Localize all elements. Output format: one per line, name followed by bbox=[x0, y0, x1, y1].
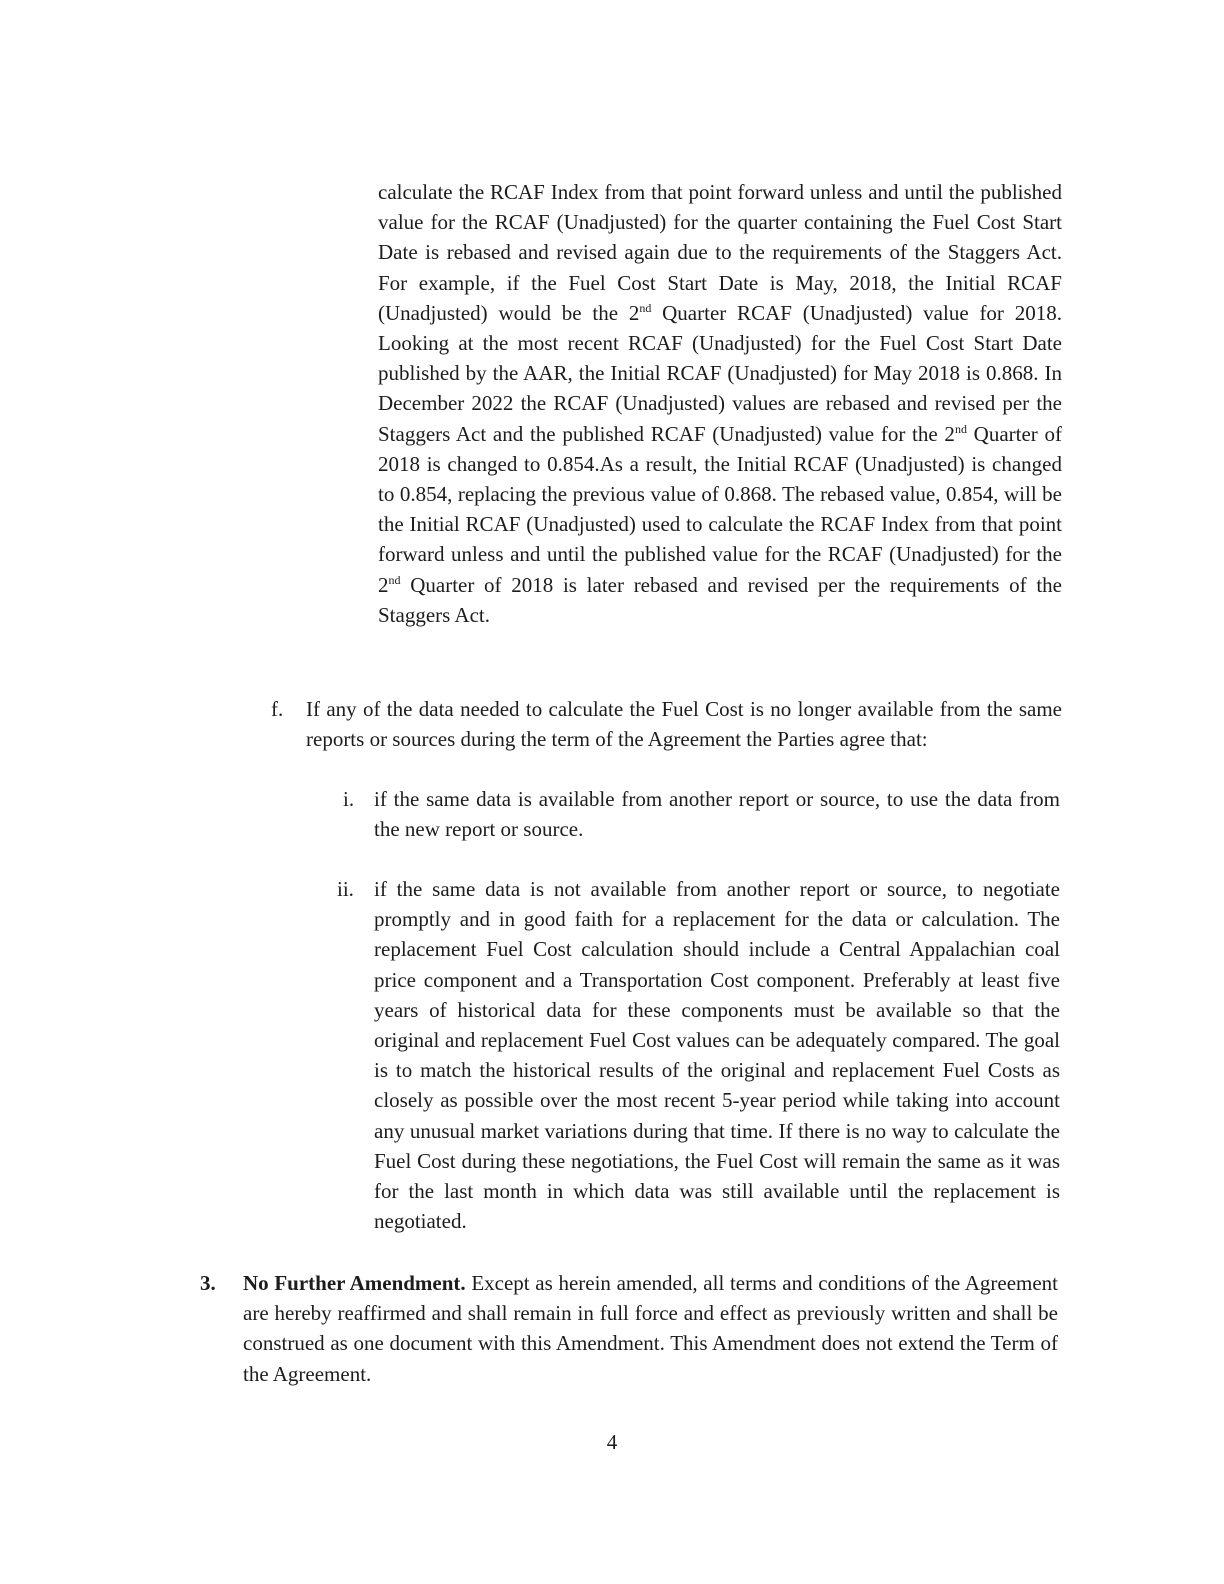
paragraph-text-4: Quarter of 2018 is later rebased and revised per the requirements of the Staggers Act. bbox=[378, 572, 1062, 627]
list-item-i-text: if the same data is available from another report or source, to use the data from the new report or source. bbox=[374, 787, 1060, 842]
section-number: 3. bbox=[200, 1271, 216, 1295]
list-marker-ii: ii. bbox=[337, 877, 354, 901]
ordinal-suffix: nd bbox=[639, 300, 652, 315]
paragraph-text-2: Quarter RCAF (Unadjusted) value for 2018. Looking at the most recent RCAF (Unadjusted) for the Fuel Cost Start Date published by the AAR, the Initial RCAF (Unadjusted) for May 2018 is 0.868. In December 2022 the RCAF (Unadjusted) values are rebased and revised per the Staggers Act and the published RCAF (Unadjusted) value for the 2 bbox=[378, 300, 1062, 446]
section-3-paragraph bbox=[243, 1268, 1058, 1389]
paragraph-text-3: Quarter of 2018 is changed to 0.854.As a result, the Initial RCAF (Unadjusted) is changed to 0.854, replacing the previous value of 0.868. The rebased value, 0.854, will be the Initial RCAF (Unadjusted) used to calculate the RCAF Index from that point forward unless and until the published value for the RCAF (Unadjusted) for the 2 bbox=[378, 421, 1062, 597]
page-number: 4 bbox=[606, 1430, 618, 1454]
list-marker-f: f. bbox=[271, 697, 284, 721]
paragraph-text-1: calculate the RCAF Index from that point forward unless and until the published value for the RCAF (Unadjusted) for the quarter containing the Fuel Cost Start Date is rebased and revised again due to the requirements of the Staggers Act. For example, if the Fuel Cost Start Date is May, 2018, the Initial RCAF (Unadjusted) would be the 2 bbox=[378, 180, 1062, 325]
section-heading: No Further Amendment. bbox=[243, 1271, 466, 1295]
list-item-f-text: If any of the data needed to calculate the Fuel Cost is no longer available from the same reports or sources during the term of the Agreement the Parties agree that: bbox=[306, 697, 1062, 752]
ordinal-suffix: nd bbox=[954, 421, 967, 436]
continued-paragraph bbox=[378, 177, 1062, 630]
ordinal-suffix: nd bbox=[388, 572, 401, 587]
list-item-ii-text: if the same data is not available from another report or source, to negotiate promptly and in good faith for a replacement for the data or calculation. The replacement Fuel Cost calculation should include a Central Appalachian coal price component and a Transportation Cost component. Preferably at least five years of historical data for these components must be available so that the original and replacement Fuel Cost values can be adequately compared. The goal is to match the historical results of the original and replacement Fuel Costs as closely as possible over the most recent 5-year period while taking into account any unusual market variations during that time. If there is no way to calculate the Fuel Cost during these negotiations, the Fuel Cost will remain the same as it was for the last month in which data was still available until the replacement is negotiated. bbox=[374, 877, 1060, 1234]
section-body-text: Except as herein amended, all terms and conditions of the Agreement are hereby reaffirmed and shall remain in full force and effect as previously written and shall be construed as one document with this Amendment. This Amendment does not extend the Term of the Agreement. bbox=[243, 1271, 1058, 1386]
list-marker-i: i. bbox=[343, 787, 355, 811]
